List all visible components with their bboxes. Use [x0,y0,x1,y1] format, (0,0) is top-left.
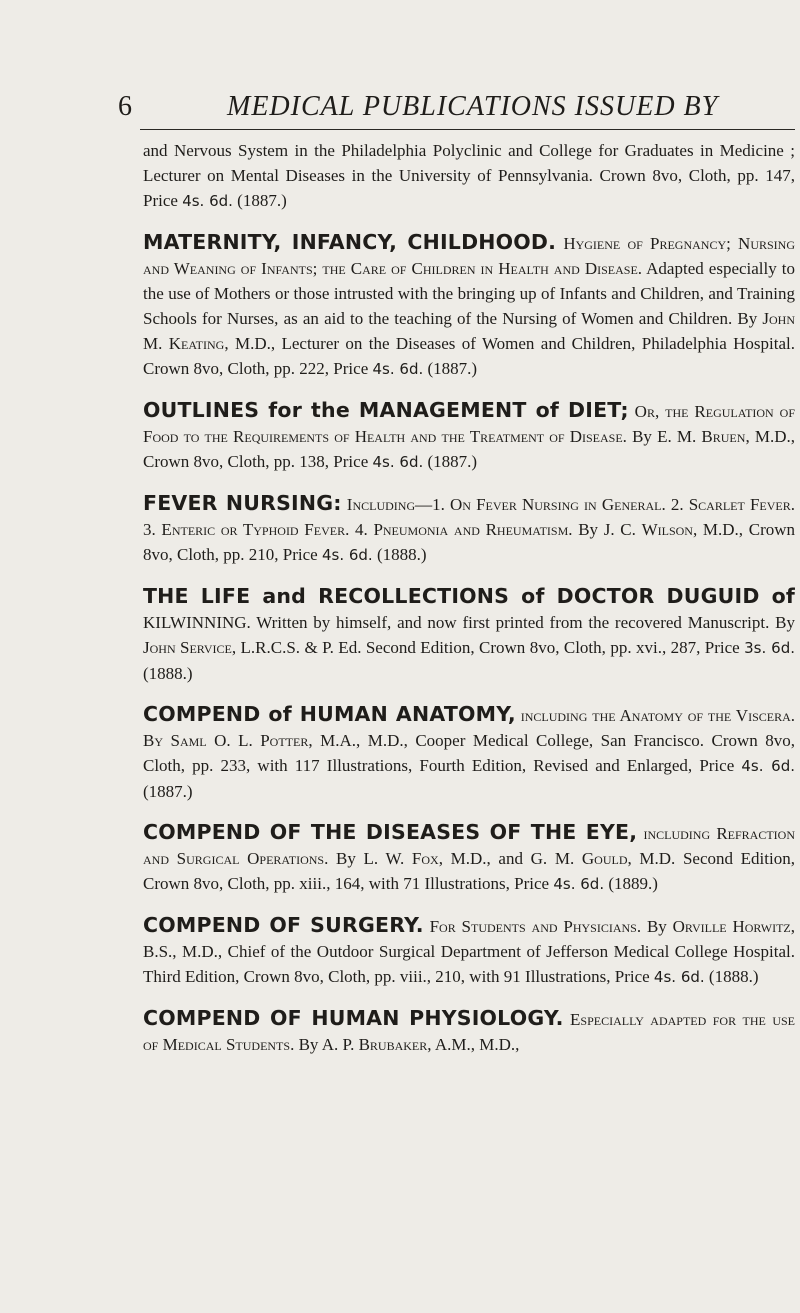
entry-price: 4s. 6d. [372,453,424,471]
entry-price: 4s. 6d. [372,360,424,378]
entry-eye: COMPEND OF THE DISEASES OF THE EYE, including Refraction and Surgical Operations. By L. W. Fox, M.D., and G. M. Gould, M.D. Second Edition, Crown 8vo, Cloth, pp. xiii., 164, with 71 Illustrations, Price 4s. 6d. (1889.) [143,820,795,893]
entry-title: COMPEND OF HUMAN PHYSIOLOGY. [143,1006,564,1030]
entry-author: Gould [581,849,628,868]
entry-title: MATERNITY, INFANCY, CHILDHOOD. [143,230,557,254]
running-title: MEDICAL PUBLICATIONS ISSUED BY [227,91,719,122]
entry-duguid: THE LIFE and RECOLLECTIONS of DOCTOR DUGUID of KILWINNING. Written by himself, and now first printed from the recovered Manuscript. By John Service, L.R.C.S. & P. Ed. Second Edition, Crown 8vo, Cloth, pp. xvi., 287, Price 3s. 6d. (1888.) [143,584,796,683]
entry-author: Brubaker [358,1035,428,1054]
entry-title: THE LIFE and RECOLLECTIONS of DOCTOR DUGUID of [143,584,795,608]
entry-physiology: COMPEND OF HUMAN PHYSIOLOGY. Especially adapted for the use of Medical Students. By A. P. Brubaker, A.M., M.D., [143,1006,795,1054]
running-header [0,85,800,129]
entry-author: Fox [411,849,439,868]
entry-maternity: MATERNITY, INFANCY, CHILDHOOD. Hygiene of Pregnancy; Nursing and Weaning of Infants; the Care of Children in Health and Disease. Adapted especially to the use of Mothers or those intrusted with the bringing up of Infants and Children, and Training Schools for Nurses, as an aid to the teaching of the Nursing of Women and Children. By John M. Keating, M.D., Lecturer on the Diseases of Women and Children, Philadelphia Hospital. Crown 8vo, Cloth, pp. 222, Price 4s. 6d. (1887.) [143,230,796,378]
entry-price: 4s. 6d. [553,875,605,893]
entry-title: COMPEND OF SURGERY. [143,913,424,937]
entry-author: Keating [168,334,225,353]
entry-fever-nursing: FEVER NURSING: Including—1. On Fever Nursing in General. 2. Scarlet Fever. 3. Enteric or Typhoid Fever. 4. Pneumonia and Rheumatism. By J. C. Wilson, M.D., Crown 8vo, Cloth, pp. 210, Price 4s. 6d. (1888.) [143,491,796,564]
entry-title: OUTLINES for the MANAGEMENT of DIET; [143,398,629,422]
entry-author: John [762,309,795,328]
page-number: 6 [118,91,132,122]
entry-author: John Service [143,638,232,657]
entry-title: COMPEND OF THE DISEASES OF THE EYE, [143,820,638,844]
entry-surgery: COMPEND OF SURGERY. For Students and Physicians. By Orville Horwitz, B.S., M.D., Chief of the Outdoor Surgical Department of Jefferson Medical College Hospital. Third Edition, Crown 8vo, Cloth, pp. viii., 210, with 91 Illustrations, Price 4s. 6d. (1888.) [143,913,795,986]
header-rule [140,129,795,130]
entry-author: Bruen [701,427,746,446]
entry-diet: OUTLINES for the MANAGEMENT of DIET; Or, the Regulation of Food to the Requirements of Health and the Treatment of Disease. By E. M. Bruen, M.D., Crown 8vo, Cloth, pp. 138, Price 4s. 6d. (1887.) [143,398,795,471]
entry-price: 4s. 6d. [321,546,373,564]
entry-continuation: and Nervous System in the Philadelphia Polyclinic and College for Graduates in Medicine ; Lecturer on Mental Diseases in the University of Pennsylvania. Crown 8vo, Cloth, pp. 147, Price 4s. 6d. (1887.) [143,141,795,210]
entry-author: Orville Horwitz [672,917,791,936]
catalogue-list [143,138,795,1057]
entry-price: 4s. 6d. [741,757,796,775]
entry-title: COMPEND of HUMAN ANATOMY, [143,702,516,726]
entry-price: 4s. 6d. [182,192,233,210]
entry-title: FEVER NURSING: [143,491,342,515]
entry-price: 3s. 6d. [744,639,796,657]
entry-price: 4s. 6d. [653,968,705,986]
entry-anatomy: COMPEND of HUMAN ANATOMY, including the Anatomy of the Viscera. By Saml O. L. Potter, M.A., M.D., Cooper Medical College, San Francisco. Crown 8vo, Cloth, pp. 233, with 117 Illustrations, Fourth Edition, Revised and Enlarged, Price 4s. 6d. (1887.) [143,702,796,801]
entry-author: Wilson [641,520,693,539]
